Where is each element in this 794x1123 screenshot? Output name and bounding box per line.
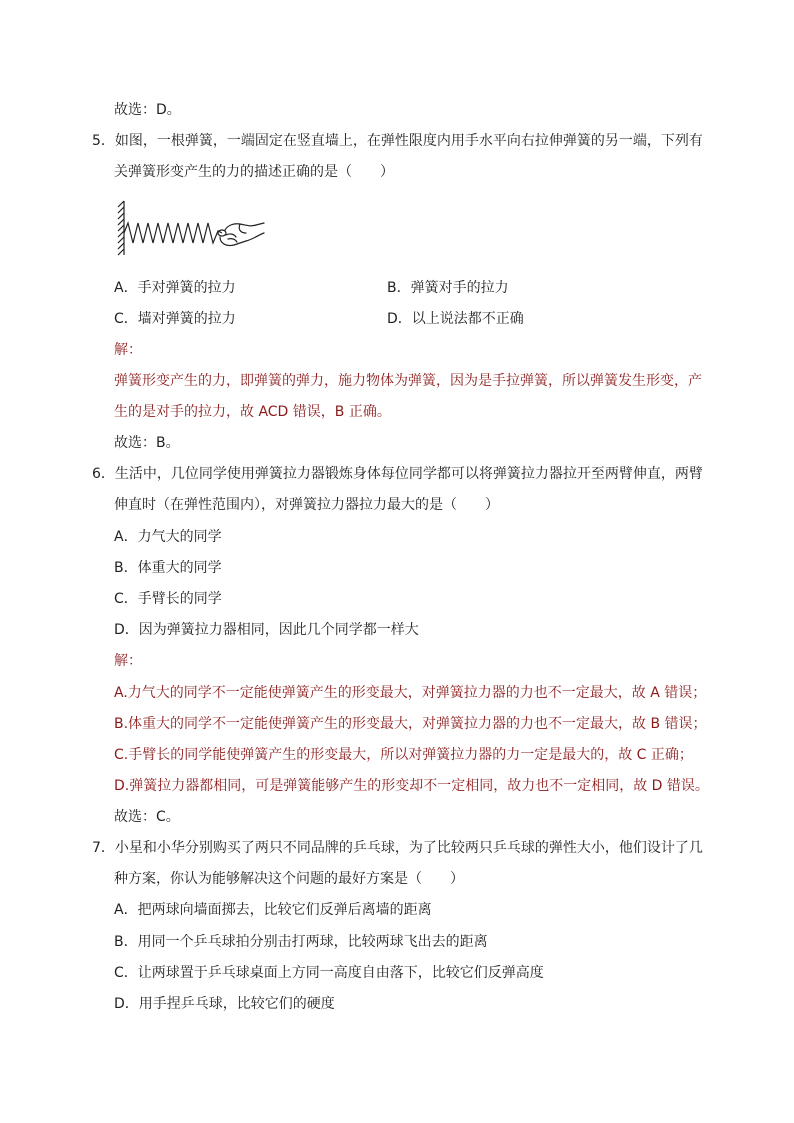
q5-stem-line1: 5．如图，一根弹簧，一端固定在竖直墙上，在弹性限度内用手水平向右拉伸弹簧的另一端，下列有: [92, 133, 703, 149]
spring-hand-figure: [116, 197, 268, 259]
q5-option-b[interactable]: B．弹簧对手的拉力: [387, 280, 509, 296]
q7-option-d[interactable]: D．用手捏乒乓球，比较它们的硬度: [114, 996, 335, 1012]
q6-stem-line2: 伸直时（在弹性范围内），对弹簧拉力器拉力最大的是（ ）: [114, 497, 499, 513]
q5-solution-line1: 弹簧形变产生的力，即弹簧的弹力，施力物体为弹簧，因为是手拉弹簧，所以弹簧发生形变，产: [114, 373, 702, 389]
q6-solution-line: A.力气大的同学不一定能使弹簧产生的形变最大，对弹簧拉力器的力也不一定最大，故 A 错误；: [114, 685, 707, 701]
q7-stem-line1: 7．小星和小华分别购买了两只不同品牌的乒乓球，为了比较两只乒乓球的弹性大小，他们设计了几: [92, 840, 703, 856]
q4-answer: 故选：D。: [114, 102, 181, 118]
q5-option-c[interactable]: C．墙对弹簧的拉力: [114, 311, 236, 327]
q6-option-b[interactable]: B．体重大的同学: [114, 560, 222, 576]
q6-solution-label: 解：: [114, 653, 142, 669]
q7-stem-line2: 种方案，你认为能够解决这个问题的最好方案是（ ）: [114, 871, 464, 887]
hand-icon: [218, 223, 264, 246]
q7-option-c[interactable]: C．让两球置于乒乓球桌面上方同一高度自由落下，比较它们反弹高度: [114, 965, 544, 981]
q5-solution-label: 解：: [114, 342, 142, 358]
q6-option-d[interactable]: D．因为弹簧拉力器相同，因此几个同学都一样大: [114, 622, 419, 638]
q5-option-a[interactable]: A．手对弹簧的拉力: [114, 280, 236, 296]
q6-solution-line: B.体重大的同学不一定能使弹簧产生的形变最大，对弹簧拉力器的力也不一定最大，故 B 错误；: [114, 716, 707, 732]
q6-solution-line: D.弹簧拉力器都相同，可是弹簧能够产生的形变却不一定相同，故力也不一定相同，故 D 错误。: [114, 778, 709, 794]
q6-stem-line1: 6．生活中，几位同学使用弹簧拉力器锻炼身体每位同学都可以将弹簧拉力器拉开至两臂伸直，两臂: [92, 466, 703, 482]
q6-option-a[interactable]: A．力气大的同学: [114, 529, 222, 545]
q5-option-d[interactable]: D．以上说法都不正确: [387, 311, 524, 327]
spring-coil-icon: [124, 223, 222, 243]
q7-option-b[interactable]: B．用同一个乒乓球拍分别击打两球，比较两球飞出去的距离: [114, 934, 488, 950]
q5-stem-line2: 关弹簧形变产生的力的描述正确的是（ ）: [114, 164, 394, 180]
wall-icon: [118, 201, 124, 255]
q5-solution-line2: 生的是对手的拉力，故 ACD 错误，B 正确。: [114, 404, 391, 420]
q7-option-a[interactable]: A．把两球向墙面掷去，比较它们反弹后离墙的距离: [114, 902, 432, 918]
q6-answer: 故选：C。: [114, 809, 180, 825]
q6-option-c[interactable]: C．手臂长的同学: [114, 591, 222, 607]
q6-solution-line: C.手臂长的同学能使弹簧产生的形变最大，所以对弹簧拉力器的力一定是最大的，故 C 正确；: [114, 747, 693, 763]
q5-answer: 故选：B。: [114, 435, 180, 451]
